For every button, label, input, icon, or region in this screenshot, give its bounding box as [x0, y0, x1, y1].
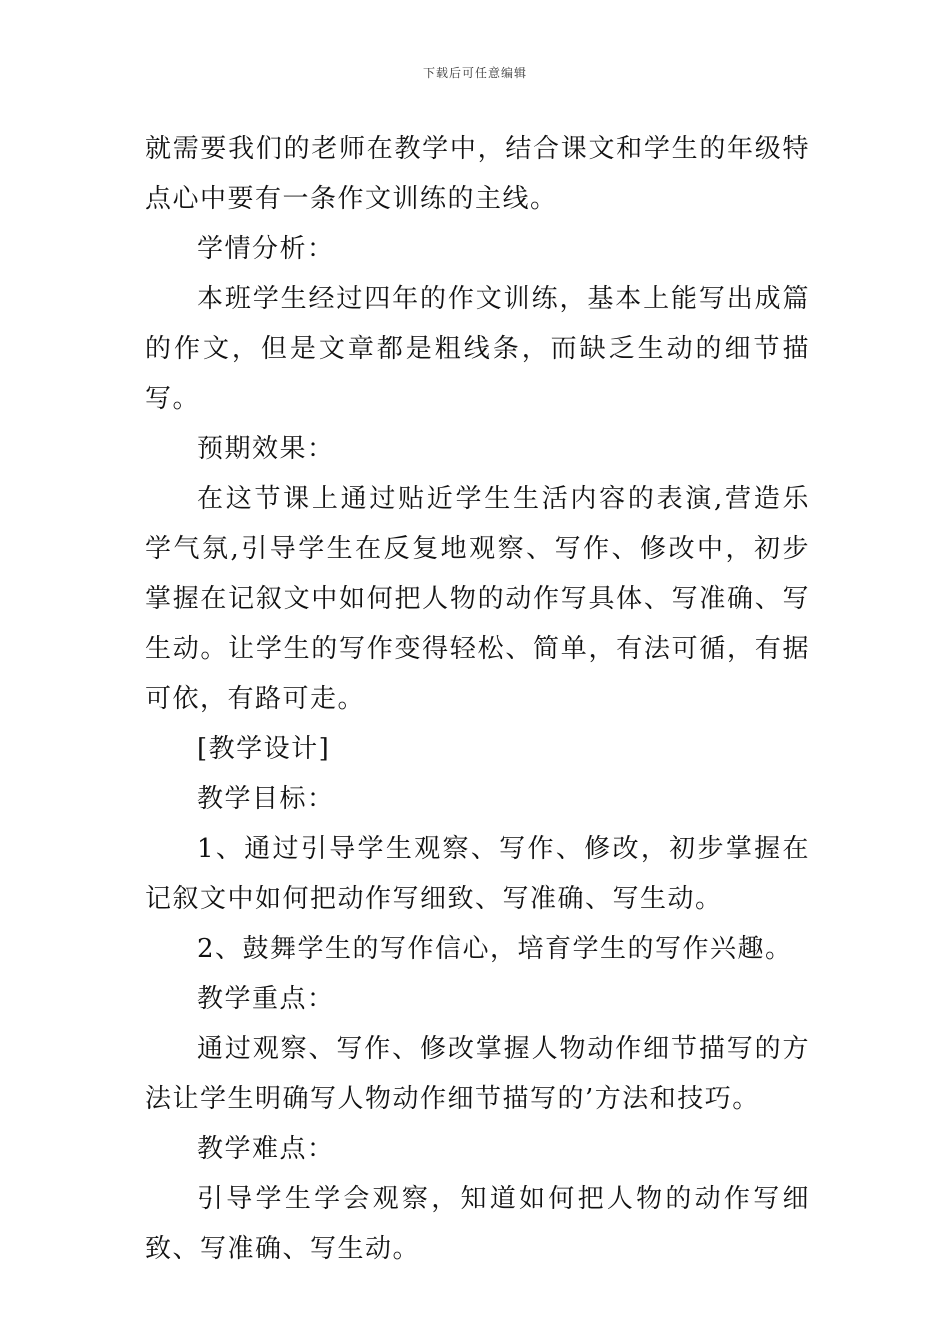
document-body: [145, 124, 810, 1274]
paragraph-expected-effect: 在这节课上通过贴近学生生活内容的表演,营造乐学气氛,引导学生在反复地观察、写作、修改中，初步掌握在记叙文中如何把人物的动作写具体、写准确、写生动。让学生的写作变得轻松、简单，有法可循，有据可依，有路可走。: [145, 484, 810, 714]
heading-teaching-focus: 教学重点：: [197, 984, 335, 1014]
paragraph-teaching-difficulty: 引导学生学会观察，知道如何把人物的动作写细致、写准确、写生动。: [145, 1184, 810, 1264]
paragraph-teaching-focus: 通过观察、写作、修改掌握人物动作细节描写的方法让学生明确写人物动作细节描写的’方法和技巧。: [145, 1034, 810, 1114]
heading-teaching-objectives: 教学目标：: [197, 784, 335, 814]
heading-expected-effect: 预期效果：: [197, 434, 335, 464]
list-item-objective-2: 2、鼓舞学生的写作信心，培育学生的写作兴趣。: [197, 934, 793, 964]
paragraph-learning-analysis: 本班学生经过四年的作文训练，基本上能写出成篇的作文，但是文章都是粗线条，而缺乏生动的细节描写。: [145, 284, 810, 414]
paragraph-intro-continuation: 就需要我们的老师在教学中，结合课文和学生的年级特点心中要有一条作文训练的主线。: [145, 134, 810, 214]
list-item-objective-1: 1、通过引导学生观察、写作、修改，初步掌握在记叙文中如何把动作写细致、写准确、写生动。: [145, 834, 810, 914]
heading-teaching-design: [教学设计]: [197, 734, 331, 764]
heading-teaching-difficulty: 教学难点：: [197, 1134, 335, 1164]
heading-learning-analysis: 学情分析：: [197, 234, 335, 264]
page-header: 下载后可任意编辑: [422, 66, 527, 80]
